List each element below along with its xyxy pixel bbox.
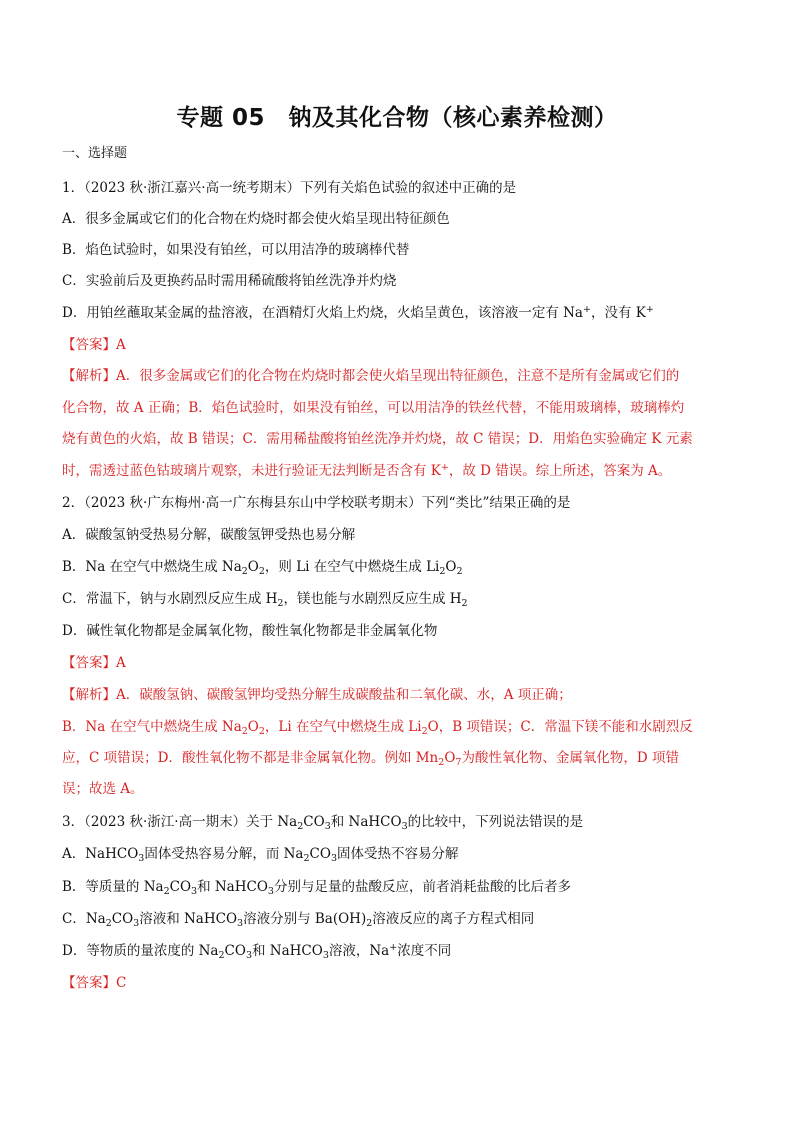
q1-option-d-text: D．用铂丝蘸取某金属的盐溶液，在酒精灯火焰上灼烧，火焰呈黄色，该溶液一定有 Na: [62, 305, 583, 321]
q2-stem: 2．（2023 秋·广东梅州·高一广东梅县东山中学校联考期末）下列“类比”结果正确的是: [62, 495, 571, 511]
formula-na2o2: $Na_2O_2$: [221, 719, 265, 737]
charge: +: [440, 462, 449, 473]
q2-explanation-3-text: 应，C 项错误；D．酸性氧化物不都是非金属氧化物。例如 Mn: [62, 750, 439, 766]
q2-explanation-2-text: B．Na 在空气中燃烧生成: [62, 719, 222, 735]
charge: +: [645, 304, 654, 315]
formula-h2: $H_2$: [265, 591, 284, 609]
q1-answer: 【答案】A: [62, 337, 126, 353]
q3-option-d: D．等物质的量浓度的 $Na_2CO_3$和 NaHCO$_3$溶液，Na+浓度不同: [62, 942, 452, 961]
q1-option-b: B．焰色试验时，如果没有铂丝，可以用洁净的玻璃棒代替: [62, 242, 410, 258]
q2-explanation-4: 误；故选 A。: [62, 781, 144, 797]
q3-option-c: C．$Na_2CO_3$溶液和 NaHCO$_3$溶液分别与 $Ba(OH)_2$溶液反应的离子方程式相同: [62, 911, 535, 929]
q3-answer: 【答案】C: [62, 975, 127, 991]
q3-stem: 3．（2023 秋·浙江·高一期末）关于 $Na_2CO_3$和 NaHCO$_3$的比较中，下列说法错误的是: [62, 814, 584, 832]
q2-option-b-text: B．Na 在空气中燃烧生成: [62, 559, 222, 575]
q2-option-b: [62, 558, 463, 576]
q2-option-b-text2: ，则 Li 在空气中燃烧生成: [264, 559, 427, 575]
q1-option-c: C．实验前后及更换药品时需用稀硫酸将铂丝洗净并灼烧: [62, 273, 397, 289]
q2-option-c-text2: ，镁也能与水剧烈反应生成: [283, 591, 450, 607]
q1-stem: 1．（2023 秋·浙江嘉兴·高一统考期末）下列有关焰色试验的叙述中正确的是: [62, 180, 517, 196]
q2-option-c-text: C．常温下，钠与水剧烈反应生成: [62, 591, 266, 607]
q1-explanation-1: 【解析】A．很多金属或它们的化合物在灼烧时都会使火焰呈现出特征颜色，注意不是所有金属或它们的: [62, 368, 680, 384]
page-title: 专题 05 钠及其化合物（核心素养检测）: [176, 105, 618, 131]
formula-li2o: $Li_2O$: [408, 719, 439, 737]
q1-explanation-4: [62, 462, 671, 480]
charge: +: [582, 304, 591, 315]
q1-explanation-4-text: 时，需透过蓝色钴玻璃片观察，未进行验证无法判断是否含有 K: [62, 463, 441, 479]
q1-option-a: A．很多金属或它们的化合物在灼烧时都会使火焰呈现出特征颜色: [62, 211, 450, 227]
q2-explanation-2-text3: ，B 项错误；C．常温下镁不能和水剧烈反: [438, 719, 693, 735]
formula-na2o2: $Na_2O_2$: [221, 559, 265, 577]
q1-explanation-4-text2: ，故 D 错误。综上所述，答案为 A。: [448, 463, 672, 479]
q2-answer: 【答案】A: [62, 655, 126, 671]
formula-li2o2: $Li_2O_2$: [426, 559, 463, 577]
q1-option-d: [62, 304, 654, 322]
q1-option-d-text2: ，没有 K: [590, 305, 646, 321]
q2-option-d: D．碱性氧化物都是金属氧化物，酸性氧化物都是非金属氧化物: [62, 623, 438, 639]
q1-explanation-3: 烧有黄色的火焰，故 B 错误；C．需用稀盐酸将铂丝洗净并灼烧，故 C 错误；D．用焰色实验确定 K 元素: [62, 431, 693, 447]
q3-option-b: B．等质量的 $Na_2CO_3$和 NaHCO$_3$分别与足量的盐酸反应，前者消耗盐酸的比后者多: [62, 879, 571, 897]
q2-option-c: [62, 590, 468, 608]
q2-explanation-2: [62, 718, 693, 736]
section-heading: 一、选择题: [62, 146, 128, 161]
q2-option-a: A．碳酸氢钠受热易分解，碳酸氢钾受热也易分解: [62, 527, 356, 543]
q2-explanation-2-text2: ，Li 在空气中燃烧生成: [264, 719, 409, 735]
q3-option-a: A．NaHCO$_3$固体受热容易分解，而 $Na_2CO_3$固体受热不容易分解: [62, 846, 459, 864]
q1-explanation-2: 化合物，故 A 正确；B．焰色试验时，如果没有铂丝，可以用洁净的铁丝代替，不能用玻璃棒，玻璃棒灼: [62, 400, 685, 416]
q2-explanation-1: 【解析】A．碳酸氢钠、碳酸氢钾均受热分解生成碳酸盐和二氧化碳、水，A 项正确；: [62, 687, 572, 703]
q2-explanation-3-text2: 为酸性氧化物、金属氧化物，D 项错: [461, 750, 680, 766]
formula-h2: $H_2$: [449, 591, 468, 609]
q2-explanation-3: 应，C 项错误；D．酸性氧化物不都是非金属氧化物。例如 $Mn_2O_7$为酸性氧化物、金属氧化物，D 项错: [62, 750, 680, 768]
